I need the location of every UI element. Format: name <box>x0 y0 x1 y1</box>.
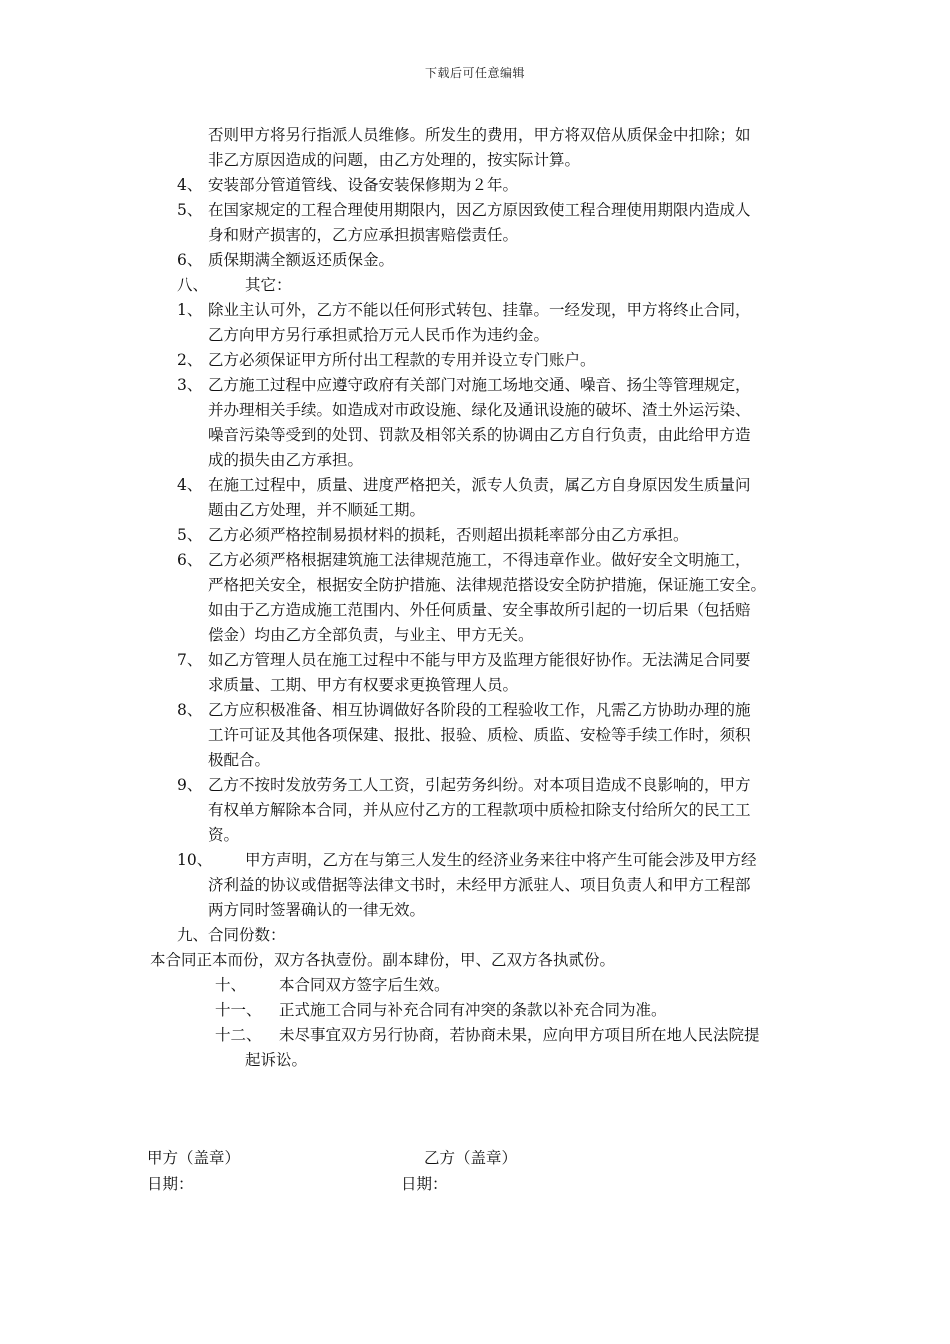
item-number: 4、 <box>177 176 203 194</box>
party-a-seal-label: 甲方（盖章） <box>147 1149 241 1167</box>
item-text: 求质量、工期、甲方有权要求更换管理人员。 <box>208 676 519 694</box>
item-text: 如乙方管理人员在施工过程中不能与甲方及监理方能很好协作。无法满足合同要 <box>208 651 751 669</box>
paragraph-line: 本合同正本而份，双方各执壹份。副本肆份，甲、乙双方各执贰份。 <box>150 951 616 969</box>
item-text: 两方同时签署确认的一律无效。 <box>208 901 426 919</box>
party-a-date-label: 日期： <box>147 1175 194 1193</box>
section-number: 八、 <box>177 276 209 294</box>
item-number: 5、 <box>177 526 203 544</box>
section-title: 其它： <box>245 276 292 294</box>
item-number: 5、 <box>177 201 203 219</box>
item-text: 安装部分管道管线、设备安装保修期为２年。 <box>208 176 519 194</box>
item-text: 噪音污染等受到的处罚、罚款及相邻关系的协调由乙方自行负责，由此给甲方造 <box>208 426 751 444</box>
item-text: 乙方向甲方另行承担贰拾万元人民币作为违约金。 <box>208 326 550 344</box>
section-number: 十一、 <box>215 1001 262 1019</box>
item-number: 10、 <box>177 851 213 869</box>
section-text: 起诉讼。 <box>245 1051 308 1069</box>
item-text: 在施工过程中，质量、进度严格把关，派专人负责，属乙方自身原因发生质量问 <box>208 476 751 494</box>
item-text: 极配合。 <box>208 751 271 769</box>
page-header: 下载后可任意编辑 <box>424 66 525 80</box>
item-text: 偿金）均由乙方全部负责，与业主、甲方无关。 <box>208 626 534 644</box>
item-text: 乙方不按时发放劳务工人工资，引起劳务纠纷。对本项目造成不良影响的，甲方 <box>208 776 751 794</box>
item-text: 乙方必须保证甲方所付出工程款的专用并设立专门账户。 <box>208 351 596 369</box>
item-number: 8、 <box>177 701 203 719</box>
item-text: 身和财产损害的，乙方应承担损害赔偿责任。 <box>208 226 519 244</box>
item-text: 有权单方解除本合同，并从应付乙方的工程款项中质检扣除支付给所欠的民工工 <box>208 801 751 819</box>
item-text: 成的损失由乙方承担。 <box>208 451 364 469</box>
item-text: 乙方必须严格控制易损材料的损耗，否则超出损耗率部分由乙方承担。 <box>208 526 689 544</box>
item-text: 济利益的协议或借据等法律文书时，未经甲方派驻人、项目负责人和甲方工程部 <box>208 876 751 894</box>
item-text: 题由乙方处理，并不顺延工期。 <box>208 501 426 519</box>
paragraph-line: 否则甲方将另行指派人员维修。所发生的费用，甲方将双倍从质保金中扣除；如 <box>208 126 751 144</box>
section-text: 正式施工合同与补充合同有冲突的条款以补充合同为准。 <box>279 1001 667 1019</box>
item-number: 2、 <box>177 351 203 369</box>
section-number: 十、 <box>215 976 247 994</box>
party-b-seal-label: 乙方（盖章） <box>424 1149 518 1167</box>
item-number: 7、 <box>177 651 203 669</box>
item-number: 1、 <box>177 301 203 319</box>
item-text: 在国家规定的工程合理使用期限内，因乙方原因致使工程合理使用期限内造成人 <box>208 201 751 219</box>
section-text: 本合同双方签字后生效。 <box>279 976 450 994</box>
item-text: 乙方应积极准备、相互协调做好各阶段的工程验收工作，凡需乙方协助办理的施 <box>208 701 751 719</box>
item-number: 6、 <box>177 551 203 569</box>
item-text: 甲方声明，乙方在与第三人发生的经济业务来往中将产生可能会涉及甲方经 <box>245 851 757 869</box>
paragraph-line: 非乙方原因造成的问题，由乙方处理的，按实际计算。 <box>208 151 581 169</box>
item-number: 3、 <box>177 376 203 394</box>
item-number: 9、 <box>177 776 203 794</box>
item-text: 除业主认可外，乙方不能以任何形式转包、挂靠。一经发现，甲方将终止合同， <box>208 301 751 319</box>
item-number: 4、 <box>177 476 203 494</box>
item-text: 乙方必须严格根据建筑施工法律规范施工，不得违章作业。做好安全文明施工， <box>208 551 751 569</box>
item-text: 如由于乙方造成施工范围内、外任何质量、安全事故所引起的一切后果（包括赔 <box>208 601 751 619</box>
item-number: 6、 <box>177 251 203 269</box>
section-title: 九、合同份数： <box>177 926 286 944</box>
item-text: 并办理相关手续。如造成对市政设施、绿化及通讯设施的破坏、渣土外运污染、 <box>208 401 751 419</box>
section-text: 未尽事宜双方另行协商，若协商未果，应向甲方项目所在地人民法院提 <box>279 1026 760 1044</box>
item-text: 质保期满全额返还质保金。 <box>208 251 395 269</box>
section-number: 十二、 <box>215 1026 262 1044</box>
item-text: 乙方施工过程中应遵守政府有关部门对施工场地交通、噪音、扬尘等管理规定， <box>208 376 751 394</box>
party-b-date-label: 日期： <box>401 1175 448 1193</box>
item-text: 资。 <box>208 826 240 844</box>
item-text: 工许可证及其他各项保建、报批、报验、质检、质监、安检等手续工作时，须积 <box>208 726 751 744</box>
item-text: 严格把关安全，根据安全防护措施、法律规范搭设安全防护措施，保证施工安全。 <box>208 576 767 594</box>
